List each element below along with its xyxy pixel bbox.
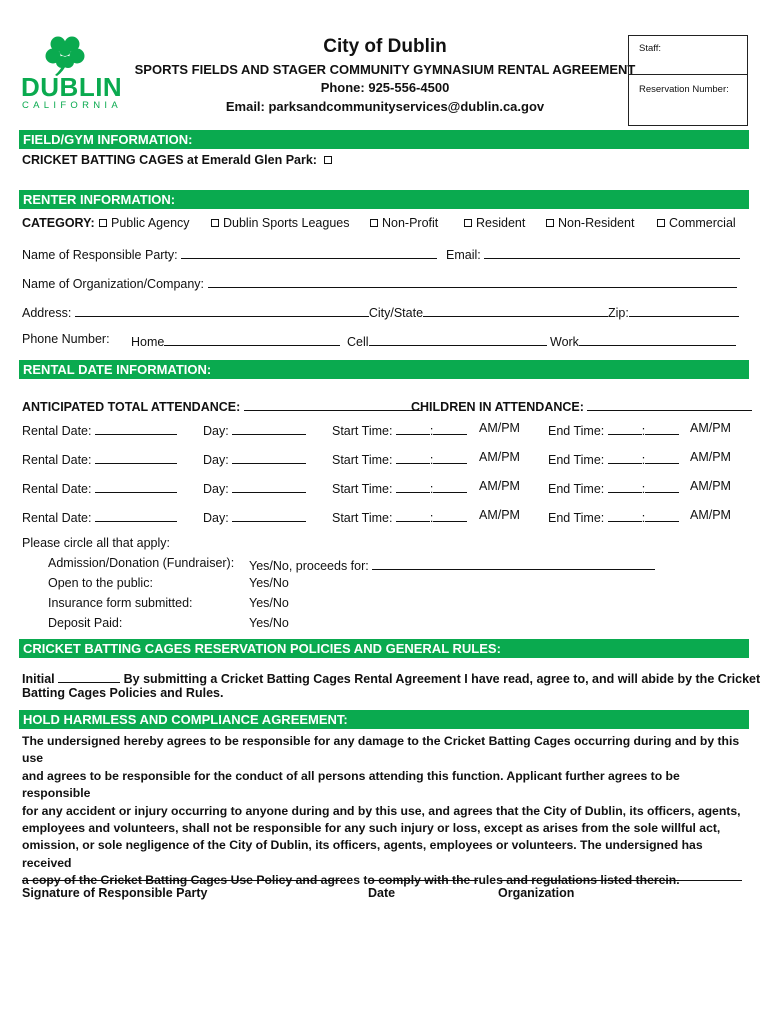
start-time-field[interactable] (332, 479, 467, 496)
address-field[interactable] (22, 303, 739, 320)
policies-header: CRICKET BATTING CAGES RESERVATION POLICIES AND GENERAL RULES: (19, 639, 749, 658)
rental-date-field[interactable] (22, 508, 177, 525)
email-field[interactable] (446, 245, 740, 262)
checkbox[interactable] (657, 219, 665, 227)
organization-field[interactable] (22, 274, 737, 291)
start-minute-input[interactable] (433, 421, 467, 435)
category-option[interactable] (370, 216, 438, 230)
category-option[interactable] (546, 216, 634, 230)
end-time-field[interactable] (548, 421, 679, 438)
start-ampm[interactable]: AM/PM (479, 421, 520, 435)
category-option-label: Non-Resident (558, 216, 635, 230)
end-hour-input[interactable] (608, 508, 642, 522)
phone-cell-field[interactable] (347, 332, 547, 349)
rental-date-field[interactable] (22, 479, 177, 496)
end-time-label: End Time: (548, 424, 605, 438)
checkbox[interactable] (99, 219, 107, 227)
phone-home-field[interactable] (131, 332, 340, 349)
start-ampm[interactable]: AM/PM (479, 508, 520, 522)
page-subtitle: SPORTS FIELDS AND STAGER COMMUNITY GYMNASIUM RENTAL AGREEMENT (134, 62, 636, 77)
question-answer[interactable]: Yes/No (249, 596, 289, 610)
rental-date-label: Rental Date: (22, 453, 92, 467)
rental-date-label: Rental Date: (22, 511, 92, 525)
start-time-field[interactable] (332, 421, 467, 438)
reservation-number-label: Reservation Number: (639, 84, 729, 95)
time-colon: : (641, 424, 646, 438)
question-label: Admission/Donation (Fundraiser): (48, 556, 235, 570)
start-minute-input[interactable] (433, 450, 467, 464)
start-time-label: Start Time: (332, 424, 393, 438)
date-label: Date (368, 886, 396, 900)
paragraph-line: employees and volunteers, shall not be responsible for any such injury or loss, except as arises from the sole willful act, (22, 821, 721, 836)
address-label: Address: (22, 306, 72, 320)
phone-number-label: Phone Number: (22, 332, 110, 346)
responsible-party-field[interactable] (22, 245, 437, 262)
end-time-label: End Time: (548, 453, 605, 467)
time-colon: : (429, 511, 434, 525)
attendance-field[interactable] (22, 397, 421, 414)
end-time-field[interactable] (548, 508, 679, 525)
end-time-field[interactable] (548, 450, 679, 467)
policy-text-continued: Batting Cages Policies and Rules. (22, 686, 224, 700)
start-time-label: Start Time: (332, 482, 393, 496)
category-option[interactable] (211, 216, 349, 230)
start-hour-input[interactable] (396, 508, 430, 522)
email-input[interactable] (484, 245, 740, 259)
responsible-party-label: Name of Responsible Party: (22, 248, 178, 262)
day-field[interactable] (203, 479, 306, 496)
organization-signature-input[interactable] (498, 880, 742, 881)
day-label: Day: (203, 482, 229, 496)
start-minute-input[interactable] (433, 508, 467, 522)
cricket-row (22, 153, 336, 167)
day-input[interactable] (232, 508, 306, 522)
start-time-label: Start Time: (332, 511, 393, 525)
signature-label: Signature of Responsible Party (22, 886, 208, 900)
question-answer[interactable] (249, 556, 655, 573)
email-label: Email: (446, 248, 481, 262)
question-label: Open to the public: (48, 576, 153, 590)
end-minute-input[interactable] (645, 450, 679, 464)
hold-harmless-paragraph (22, 733, 750, 890)
zip-input[interactable] (629, 303, 739, 317)
end-ampm[interactable]: AM/PM (690, 479, 731, 493)
home-label: Home (131, 335, 165, 349)
end-ampm[interactable]: AM/PM (690, 421, 731, 435)
end-minute-input[interactable] (645, 421, 679, 435)
date-input[interactable] (368, 880, 478, 881)
day-field[interactable] (203, 421, 306, 438)
start-minute-input[interactable] (433, 479, 467, 493)
paragraph-line: for any accident or injury occurring to anyone during and by this use, and agrees that the City of Dublin, its officers, agents, (22, 803, 741, 818)
rental-date-field[interactable] (22, 421, 177, 438)
day-input[interactable] (232, 479, 306, 493)
children-input[interactable] (587, 397, 752, 411)
staff-label: Staff: (639, 43, 662, 54)
initial-input[interactable] (58, 669, 120, 683)
category-option[interactable] (464, 216, 525, 230)
category-option-label: Dublin Sports Leagues (223, 216, 350, 230)
checkbox[interactable] (211, 219, 219, 227)
end-hour-input[interactable] (608, 450, 642, 464)
start-ampm[interactable]: AM/PM (479, 450, 520, 464)
day-label: Day: (203, 424, 229, 438)
rental-date-label: Rental Date: (22, 482, 92, 496)
address-input[interactable] (75, 303, 369, 317)
rental-date-field[interactable] (22, 450, 177, 467)
question-label: Deposit Paid: (48, 616, 123, 630)
logo-subtext: CALIFORNIA (22, 100, 123, 111)
time-colon: : (641, 453, 646, 467)
rental-date-input[interactable] (95, 479, 177, 493)
checkbox[interactable] (370, 219, 378, 227)
end-hour-input[interactable] (608, 421, 642, 435)
field-gym-header: FIELD/GYM INFORMATION: (19, 130, 749, 149)
start-hour-input[interactable] (396, 421, 430, 435)
staff-box (628, 35, 748, 126)
policy-text: By submitting a Cricket Batting Cages Rental Agreement I have read, agree to, and will abide by the Cricket (123, 672, 761, 686)
rental-date-input[interactable] (95, 508, 177, 522)
checkbox[interactable] (546, 219, 554, 227)
end-time-field[interactable] (548, 479, 679, 496)
end-hour-input[interactable] (608, 479, 642, 493)
day-input[interactable] (232, 450, 306, 464)
question-label: Insurance form submitted: (48, 596, 193, 610)
paragraph-line: a copy of the Cricket Batting Cages Use Policy and agrees to comply with the rules and regulations listed therein. (22, 873, 680, 888)
header-email: Email: parksandcommunityservices@dublin.ca.gov (225, 99, 545, 114)
city-state-label: City/State (368, 306, 424, 320)
start-time-label: Start Time: (332, 453, 393, 467)
start-hour-input[interactable] (396, 479, 430, 493)
end-minute-input[interactable] (645, 479, 679, 493)
day-input[interactable] (232, 421, 306, 435)
category-option[interactable] (99, 216, 190, 230)
end-time-label: End Time: (548, 482, 605, 496)
responsible-party-input[interactable] (181, 245, 437, 259)
start-ampm[interactable]: AM/PM (479, 479, 520, 493)
children-label: CHILDREN IN ATTENDANCE: (411, 400, 584, 414)
organization-input[interactable] (208, 274, 737, 288)
end-ampm[interactable]: AM/PM (690, 450, 731, 464)
city-state-input[interactable] (423, 303, 608, 317)
category-option-label: Resident (476, 216, 526, 230)
checkbox[interactable] (464, 219, 472, 227)
hold-harmless-header: HOLD HARMLESS AND COMPLIANCE AGREEMENT: (19, 710, 749, 729)
start-time-field[interactable] (332, 450, 467, 467)
home-phone-input[interactable] (164, 332, 340, 346)
attendance-label: ANTICIPATED TOTAL ATTENDANCE: (22, 400, 241, 414)
paragraph-line: omission, or sole negligence of the City of Dublin, its officers, agents, employees or volunteers. The undersigned has received (22, 838, 703, 870)
cell-label: Cell (347, 335, 369, 349)
organization-label: Name of Organization/Company: (22, 277, 205, 291)
rental-date-header: RENTAL DATE INFORMATION: (19, 360, 749, 379)
organization-label: Organization (498, 886, 575, 900)
day-field[interactable] (203, 508, 306, 525)
rental-date-input[interactable] (95, 450, 177, 464)
rental-date-label: Rental Date: (22, 424, 92, 438)
time-colon: : (641, 482, 646, 496)
signature-input[interactable] (22, 880, 340, 881)
logo-wordmark: DUBLIN (21, 72, 123, 102)
paragraph-line: The undersigned hereby agrees to be responsible for any damage to the Cricket Batting Cages occurring during and by this use (22, 734, 740, 766)
question-answer[interactable]: Yes/No (249, 616, 289, 630)
header-phone: Phone: 925-556-4500 (320, 80, 450, 95)
work-label: Work (550, 335, 579, 349)
initial-row (22, 669, 760, 686)
time-colon: : (641, 511, 646, 525)
time-colon: : (429, 453, 434, 467)
circle-instruction: Please circle all that apply: (22, 536, 170, 550)
category-option-label: Non-Profit (382, 216, 439, 230)
category-label: CATEGORY: (22, 216, 95, 230)
question-answer[interactable]: Yes/No (249, 576, 289, 590)
day-field[interactable] (203, 450, 306, 467)
phone-work-field[interactable] (550, 332, 736, 349)
start-time-field[interactable] (332, 508, 467, 525)
day-label: Day: (203, 453, 229, 467)
paragraph-line: and agrees to be responsible for the conduct of all persons attending this function. Applicant further agrees to be responsible (22, 768, 680, 801)
rental-date-input[interactable] (95, 421, 177, 435)
proceeds-input[interactable] (372, 556, 655, 570)
end-time-label: End Time: (548, 511, 605, 525)
cricket-label: CRICKET BATTING CAGES at Emerald Glen Park: (22, 153, 317, 167)
day-label: Day: (203, 511, 229, 525)
category-option-label: Commercial (669, 216, 736, 230)
time-colon: : (429, 482, 434, 496)
initial-label: Initial (22, 672, 55, 686)
cricket-checkbox[interactable] (324, 156, 332, 164)
cell-phone-input[interactable] (369, 332, 547, 346)
category-option-label: Public Agency (111, 216, 190, 230)
page-title: City of Dublin (323, 36, 447, 57)
attendance-input[interactable] (244, 397, 421, 411)
children-field[interactable] (411, 397, 752, 414)
start-hour-input[interactable] (396, 450, 430, 464)
work-phone-input[interactable] (579, 332, 736, 346)
renter-header: RENTER INFORMATION: (19, 190, 749, 209)
category-option[interactable] (657, 216, 736, 230)
zip-label: Zip: (608, 306, 629, 320)
time-colon: : (429, 424, 434, 438)
end-minute-input[interactable] (645, 508, 679, 522)
answer-text: Yes/No, proceeds for: (249, 559, 369, 573)
end-ampm[interactable]: AM/PM (690, 508, 731, 522)
